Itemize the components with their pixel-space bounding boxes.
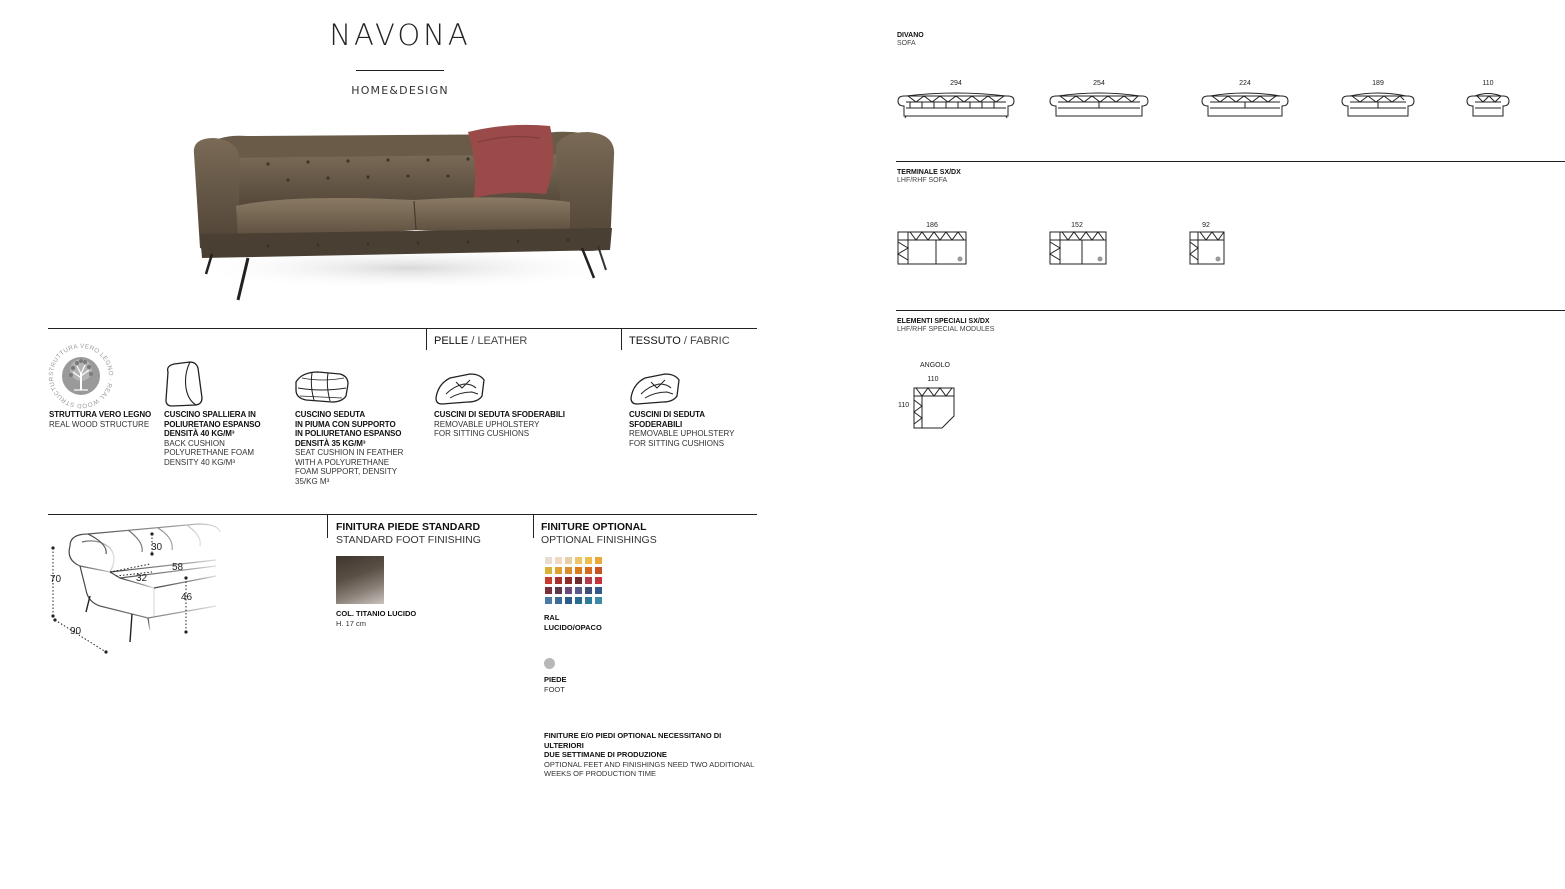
color-swatch — [595, 597, 602, 604]
wood-structure-seal-icon — [44, 337, 115, 410]
color-swatch — [595, 557, 602, 564]
color-swatch — [565, 567, 572, 574]
module-width-label: 152 — [1071, 222, 1083, 229]
terminal-modules-header: TERMINALE SX/DX LHF/RHF SOFA — [897, 169, 961, 184]
color-swatch — [595, 577, 602, 584]
color-swatch — [595, 587, 602, 594]
dimension-height: 70 — [50, 574, 62, 585]
brand-subtitle: HOME&DESIGN — [351, 84, 449, 97]
dimension-seat-height: 46 — [181, 592, 193, 603]
features-top-rule — [48, 328, 757, 329]
terminal-92-module — [1188, 222, 1226, 266]
feature-back-cushion — [164, 410, 284, 467]
color-swatch — [585, 577, 592, 584]
color-swatch — [595, 567, 602, 574]
dimension-back-depth: 32 — [136, 573, 148, 584]
production-time-note: FINITURE E/O PIEDI OPTIONAL NECESSITANO DI ULTERIORI DUE SETTIMANE DI PRODUZIONE OPTIONAL FEET AND FINISHINGS NEED TWO ADDITIONAL WEEKS OF PRODUCTION TIME — [544, 731, 755, 778]
dimension-seat-depth: 58 — [172, 562, 184, 573]
terminal-section-rule — [896, 161, 1565, 162]
feature-title: CUSCINI DI SEDUTA SFODERABILI — [629, 410, 705, 429]
sofa-294-module — [896, 80, 1016, 120]
optional-finish-header: FINITURE OPTIONAL OPTIONAL FINISHINGS — [541, 521, 657, 546]
corner-depth-label: 110 — [898, 402, 910, 409]
color-swatch — [545, 567, 552, 574]
fabric-header: TESSUTO / FABRIC — [629, 335, 730, 347]
color-swatch — [585, 557, 592, 564]
module-width-label: 186 — [926, 222, 938, 229]
removable-upholstery-fabric-icon — [627, 370, 683, 406]
seat-cushion-icon — [292, 368, 352, 406]
feature-translation: REMOVABLE UPHOLSTERY FOR SITTING CUSHIONS — [434, 419, 540, 438]
back-cushion-icon — [162, 360, 204, 408]
corner-width-label: 110 — [927, 376, 939, 383]
sofa-224-module — [1200, 80, 1290, 120]
color-swatch — [545, 597, 552, 604]
sofa-110-module — [1465, 80, 1511, 120]
removable-upholstery-leather-icon — [432, 370, 488, 406]
color-swatch — [555, 557, 562, 564]
corner-module-label: ANGOLO — [920, 362, 950, 369]
special-modules-header: ELEMENTI SPECIALI SX/DX LHF/RHF SPECIAL MODULES — [897, 318, 995, 333]
feature-translation: REMOVABLE UPHOLSTERY FOR SITTING CUSHIONS — [629, 429, 735, 448]
leather-divider — [426, 328, 427, 350]
product-image — [178, 98, 640, 320]
color-swatch — [565, 557, 572, 564]
feature-translation: REAL WOOD STRUCTURE — [49, 419, 150, 429]
terminal-186-module — [896, 222, 970, 266]
color-swatch — [585, 567, 592, 574]
brand-title: NAVONA — [329, 18, 471, 52]
standard-finish-divider — [327, 514, 328, 538]
dimension-arm-height: 30 — [151, 542, 163, 553]
color-swatch — [575, 577, 582, 584]
color-swatch — [575, 597, 582, 604]
foot-color-swatch — [544, 658, 555, 669]
module-width-label: 189 — [1372, 80, 1384, 87]
terminal-152-module — [1048, 222, 1108, 266]
feature-title: CUSCINI DI SEDUTA SFODERABILI — [434, 410, 565, 419]
fabric-divider — [621, 328, 622, 350]
color-swatch — [575, 567, 582, 574]
color-swatch — [545, 557, 552, 564]
module-width-label: 224 — [1239, 80, 1251, 87]
color-swatch — [545, 587, 552, 594]
dimension-depth: 90 — [70, 626, 82, 637]
feature-title: CUSCINO SEDUTA IN PIUMA CON SUPPORTO IN POLIURETANO ESPANSO DENSITÀ 35 KG/M³ — [295, 410, 402, 448]
color-swatch — [555, 577, 562, 584]
feature-title: CUSCINO SPALLIERA IN POLIURETANO ESPANSO DENSITÀ 40 KG/M³ — [164, 410, 261, 438]
brand-divider — [356, 70, 444, 71]
finishing-top-rule — [48, 514, 757, 515]
ral-label: RAL LUCIDO/OPACO — [544, 613, 602, 632]
color-swatch — [565, 587, 572, 594]
sofa-189-module — [1340, 80, 1416, 120]
module-width-label: 294 — [950, 80, 962, 87]
color-swatch — [585, 597, 592, 604]
dimension-drawing — [48, 520, 228, 654]
color-swatch — [575, 587, 582, 594]
color-swatch — [555, 567, 562, 574]
module-width-label: 92 — [1202, 222, 1210, 229]
standard-finish-header: FINITURA PIEDE STANDARD STANDARD FOOT FINISHING — [336, 521, 481, 546]
feature-translation: BACK CUSHION POLYURETHANE FOAM DENSITY 40 KG/M³ — [164, 438, 255, 467]
color-swatch — [545, 577, 552, 584]
standard-finish-label: COL. TITANIO LUCIDO H. 17 cm — [336, 609, 417, 628]
color-swatch — [555, 597, 562, 604]
module-width-label: 110 — [1482, 80, 1494, 87]
corner-module — [894, 360, 964, 432]
feature-removable-leather — [434, 410, 614, 439]
leather-header: PELLE / LEATHER — [434, 335, 528, 347]
feature-wood-structure — [49, 410, 159, 429]
feature-title: STRUTTURA VERO LEGNO — [49, 410, 152, 419]
module-width-label: 254 — [1093, 80, 1105, 87]
special-section-rule — [896, 310, 1565, 311]
feature-seat-cushion — [295, 410, 420, 486]
feature-translation: SEAT CUSHION IN FEATHER WITH A POLYURETHANE FOAM SUPPORT, DENSITY 35/KG M³ — [295, 448, 404, 486]
sofa-254-module — [1048, 80, 1150, 120]
ral-color-swatches — [545, 557, 602, 604]
optional-finish-divider — [533, 514, 534, 538]
sofa-modules-header: DIVANO SOFA — [897, 32, 924, 47]
feature-removable-fabric — [629, 410, 757, 448]
color-swatch — [585, 587, 592, 594]
color-swatch — [575, 557, 582, 564]
foot-finish-label: PIEDE FOOT — [544, 675, 567, 694]
titanium-finish-swatch — [336, 556, 384, 604]
seal-text: STRUTTURA VERO LEGNO · REAL WOOD STRUCTURE — [44, 337, 115, 410]
color-swatch — [565, 577, 572, 584]
color-swatch — [565, 597, 572, 604]
color-swatch — [555, 587, 562, 594]
